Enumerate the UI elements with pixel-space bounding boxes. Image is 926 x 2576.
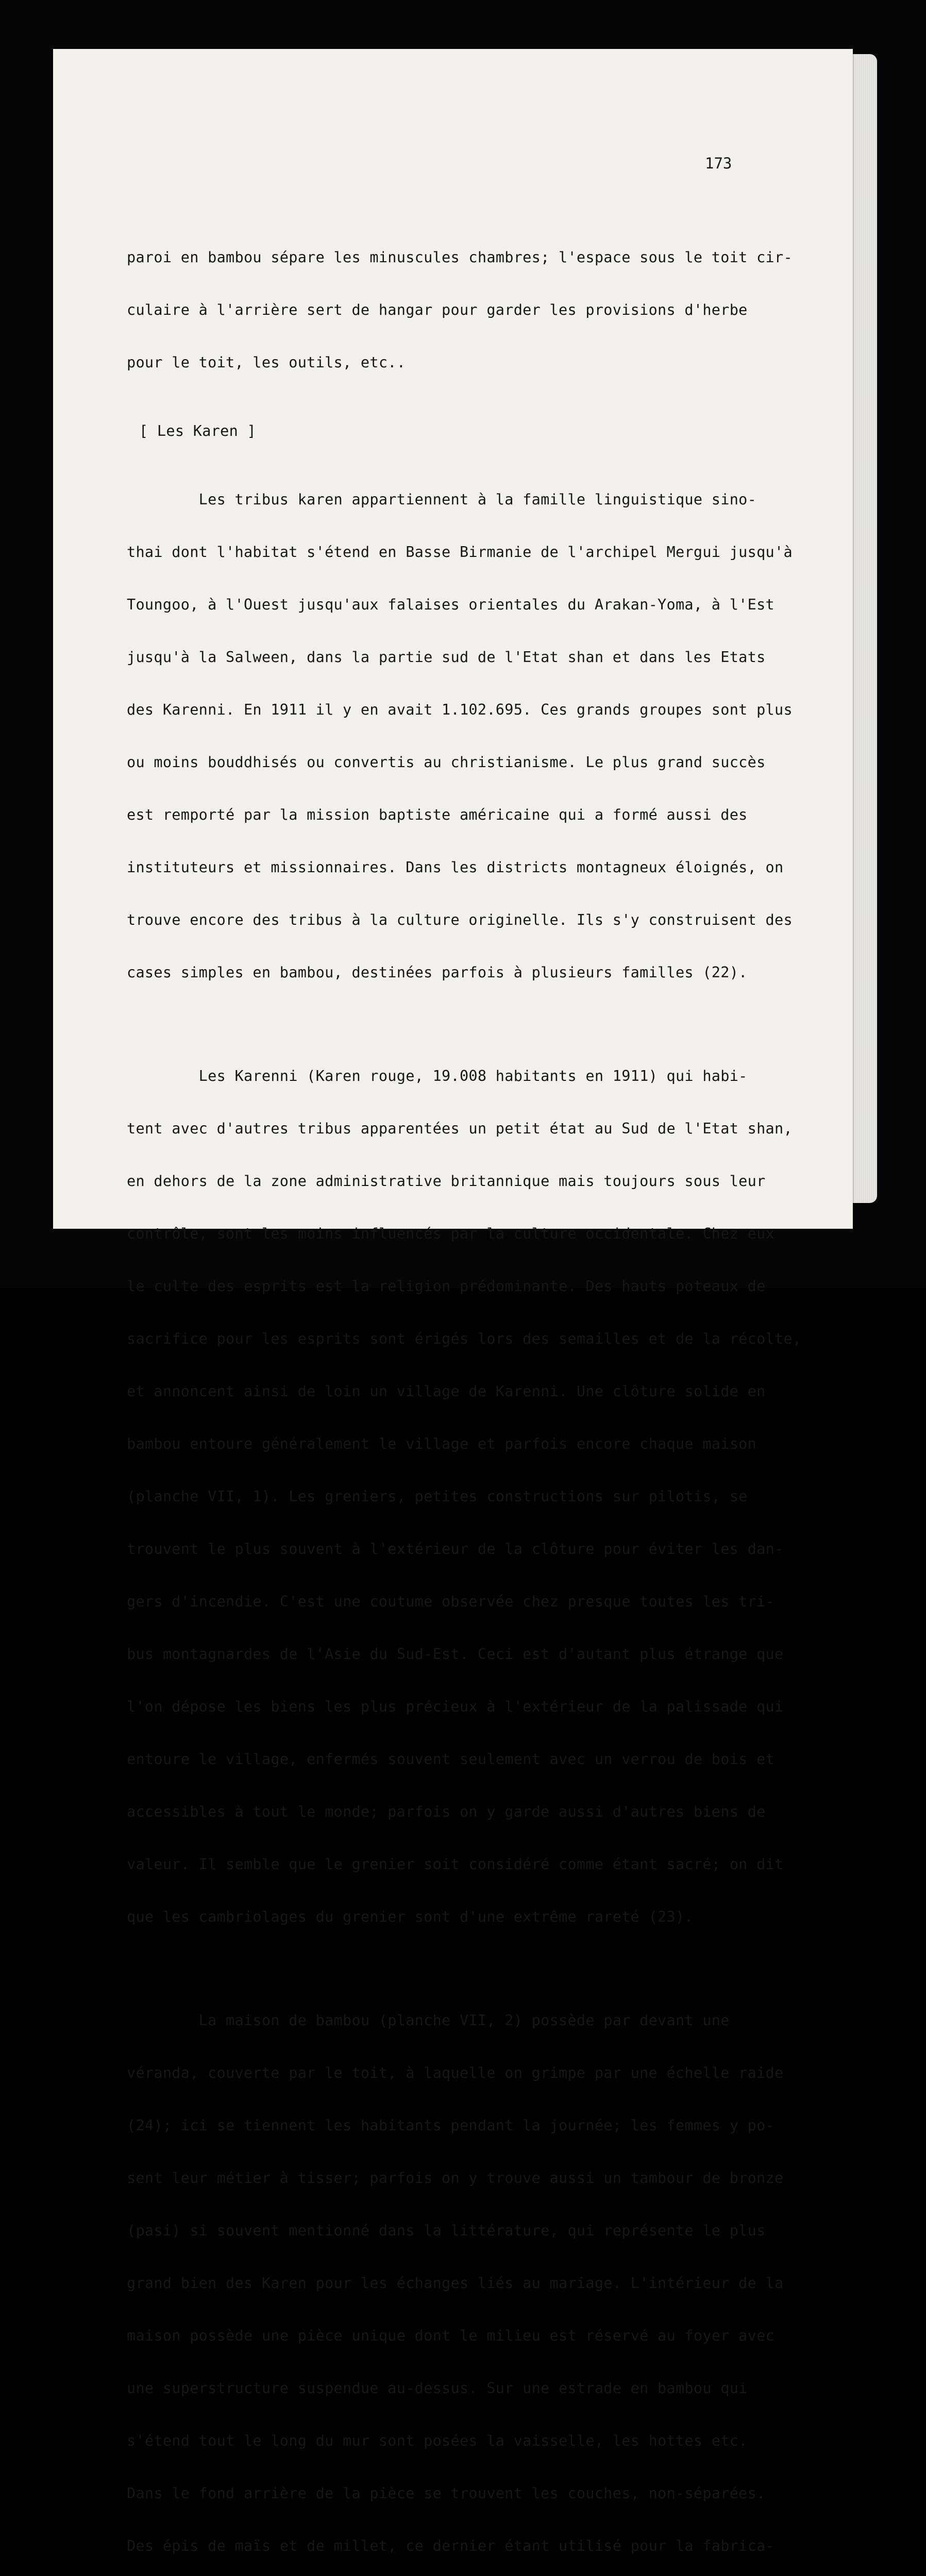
text-line: accessibles à tout le monde; parfois on y garde aussi d'autres biens de — [127, 1803, 766, 1820]
text-line: (pasi) si souvent mentionné dans la littérature, qui représente le plus — [127, 2222, 766, 2239]
text-line: valeur. Il semble que le grenier soit considéré comme étant sacré; on dit — [127, 1856, 784, 1873]
text-line: ou moins bouddhisés ou convertis au christianisme. Le plus grand succès — [127, 754, 766, 771]
text-line: sacrifice pour les esprits sont érigés lors des semailles et de la récolte, — [127, 1330, 802, 1347]
text-line: est remporté par la mission baptiste américaine qui a formé aussi des — [127, 806, 748, 823]
text-line: gers d'incendie. C'est une coutume observée chez presque toutes les tri- — [127, 1593, 775, 1610]
paragraph-3 — [127, 1032, 802, 1961]
text-line: et annoncent ainsi de loin un village de Karenni. Une clôture solide en — [127, 1383, 766, 1400]
text-line: véranda, couverte par le toit, à laquelle on grimpe par une échelle raide — [127, 2064, 784, 2081]
text-line: bus montagnardes de l'Asie du Sud-Est. Ceci est d'autant plus étrange que — [127, 1646, 784, 1663]
text-line: culaire à l'arrière sert de hangar pour garder les provisions d'herbe — [127, 301, 748, 318]
page-number: 173 — [705, 155, 732, 172]
text-line: l'on dépose les biens les plus précieux à l'extérieur de la palissade qui — [127, 1698, 784, 1715]
paragraph-1 — [127, 214, 797, 406]
text-line: trouve encore des tribus à la culture originelle. Ils s'y construisent des — [127, 911, 793, 928]
text-line: une superstructure suspendue au-dessus. Sur une estrade en bambou qui — [127, 2380, 748, 2397]
text-line: Dans le fond arrière de la pièce se trouvent les couches, non-séparées. — [127, 2485, 766, 2502]
text-line: instituteurs et missionnaires. Dans les districts montagneux éloignés, on — [127, 859, 784, 876]
text-line: thai dont l'habitat s'étend en Basse Birmanie de l'archipel Mergui jusqu'à — [127, 544, 793, 561]
text-line: tent avec d'autres tribus apparentées un petit état au Sud de l'Etat shan, — [127, 1120, 793, 1137]
text-line: Les tribus karen appartiennent à la famille linguistique sino- — [127, 491, 757, 508]
text-line: des Karenni. En 1911 il y en avait 1.102.695. Ces grands groupes sont plus — [127, 701, 793, 718]
text-line: en dehors de la zone administrative britannique mais toujours sous leur — [127, 1173, 766, 1190]
text-line: (24); ici se tiennent les habitants pendant la journée; les femmes y po- — [127, 2117, 775, 2134]
text-line: (planche VII, 1). Les greniers, petites constructions sur pilotis, se — [127, 1488, 748, 1505]
body-text — [127, 214, 802, 2576]
text-line: le culte des esprits est la religion prédominante. Des hauts poteaux de — [127, 1278, 766, 1295]
text-line: paroi en bambou sépare les minuscules chambres; l'espace sous le toit cir- — [127, 249, 793, 266]
paragraph-2 — [127, 456, 797, 1016]
text-line: La maison de bambou (planche VII, 2) possède par devant une — [127, 2012, 730, 2029]
text-line: Des épis de maïs et de millet, ce dernier étant utilisé pour la fabrica- — [127, 2537, 775, 2554]
text-line: s'étend tout le long du mur sont posées la vaisselle, les hottes etc. — [127, 2432, 748, 2449]
text-line: contrôle, sont les moins influencés par la culture occidentale. Chez eux — [127, 1225, 775, 1242]
section-heading: [ Les Karen ] — [139, 422, 256, 439]
text-line: Toungoo, à l'Ouest jusqu'aux falaises orientales du Arakan-Yoma, à l'Est — [127, 596, 775, 613]
text-line: sent leur métier à tisser; parfois on y trouve aussi un tambour de bronze — [127, 2170, 784, 2187]
text-line: bambou entoure généralement le village et parfois encore chaque maison — [127, 1435, 757, 1452]
text-line: cases simples en bambou, destinées parfois à plusieurs familles (22). — [127, 964, 748, 981]
text-line: Les Karenni (Karen rouge, 19.008 habitants en 1911) qui habi- — [127, 1067, 748, 1084]
text-line: maison possède une pièce unique dont le milieu est réservé au foyer avec — [127, 2327, 775, 2344]
text-line: pour le toit, les outils, etc.. — [127, 354, 406, 371]
text-line: trouvent le plus souvent à l'extérieur de la clôture pour éviter les dan- — [127, 1540, 784, 1557]
text-line: entoure le village, enfermés souvent seulement avec un verrou de bois et — [127, 1751, 775, 1768]
text-line: que les cambriolages du grenier sont d'une extrême rareté (23). — [127, 1908, 694, 1925]
text-line: grand bien des Karen pour les échanges liés au mariage. L'intérieur de la — [127, 2275, 784, 2292]
paragraph-4 — [127, 1977, 797, 2576]
text-line: jusqu'à la Salween, dans la partie sud de l'Etat shan et dans les Etats — [127, 649, 766, 666]
